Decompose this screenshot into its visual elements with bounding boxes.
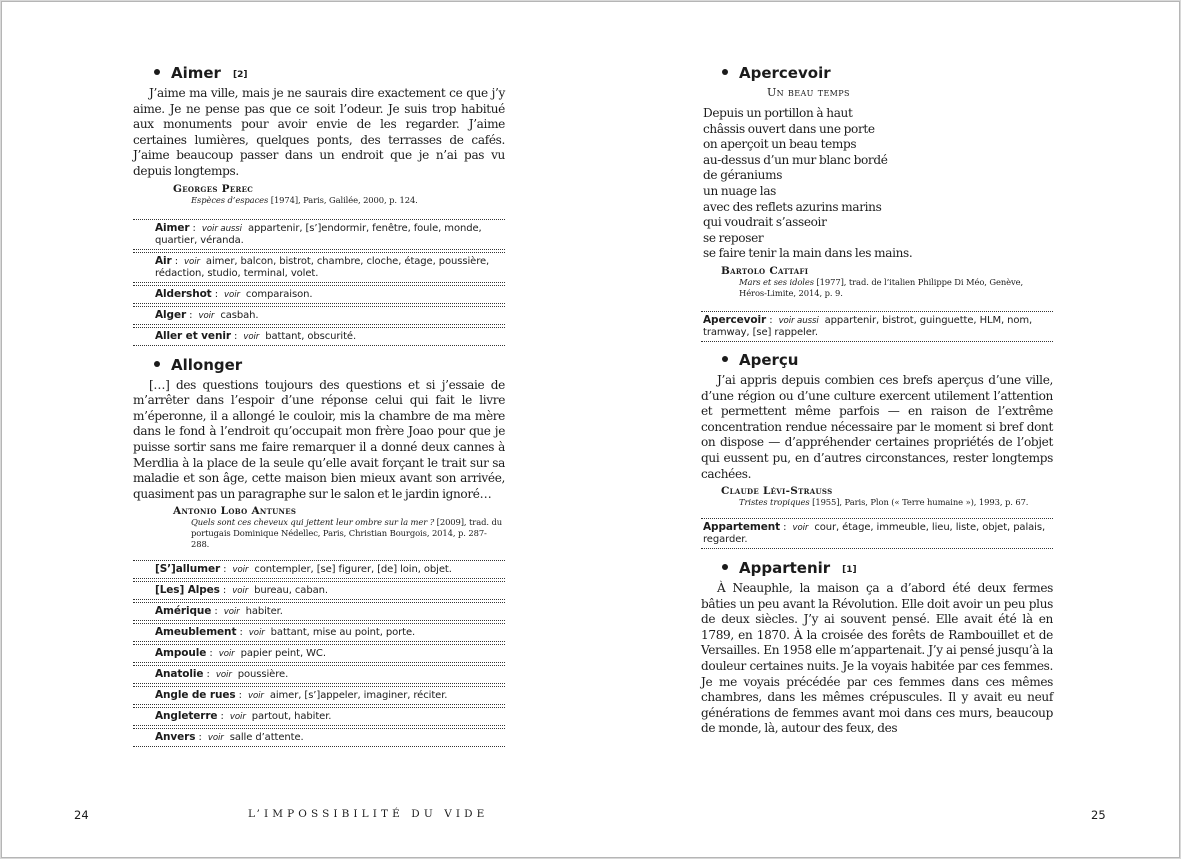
cross-reference: Amérique : voir habiter. xyxy=(133,602,505,621)
cross-reference: Alger : voir casbah. xyxy=(133,306,505,325)
poem-line: on aperçoit un beau temps xyxy=(703,137,857,152)
bullet-icon xyxy=(722,356,728,362)
poem-text xyxy=(701,106,1053,262)
xref-targets: cour, étage, immeuble, lieu, liste, objet, palais, regarder. xyxy=(703,522,1046,546)
poem-line: un nuage las xyxy=(703,183,777,198)
xref-keyword: Appartement xyxy=(703,521,781,534)
xref-voir: voir xyxy=(248,628,265,639)
citation-details: [1955], Paris, Plon (« Terre humaine »), 1993, p. 67. xyxy=(809,497,1029,508)
cross-reference-list xyxy=(701,518,1053,549)
entry-text: J’aime ma ville, mais je ne saurais dire exactement ce que j’y aime. Je ne pense pas que ce soit l’odeur. Je suis trop habitué aux monuments pour avoir envie de les regarder. J’aime certaines lumières, quelques ponts, des terrasses de cafés. J’aime beaucoup passer dans un endroit que je n’ai pas vu depuis longtemps. xyxy=(133,86,505,178)
poem-line: au-dessus d’un mur blanc bordé xyxy=(703,152,888,167)
xref-targets: bureau, caban. xyxy=(254,585,328,597)
xref-voir: voir xyxy=(218,649,235,660)
cross-reference: Apercevoir : voir aussi appartenir, bistrot, guinguette, HLM, nom, tramway, [se] rappeler. xyxy=(701,312,1053,342)
xref-targets: salle d’attente. xyxy=(229,732,304,744)
xref-voir: voir xyxy=(215,670,232,681)
right-page-column xyxy=(701,58,1053,737)
poem-line: de géraniums xyxy=(703,168,783,183)
page-number-left: 24 xyxy=(74,808,89,822)
xref-keyword: Amérique xyxy=(155,605,212,618)
cross-reference: Aldershot : voir comparaison. xyxy=(133,285,505,304)
poem-line: qui voudrait s’asseoir xyxy=(703,215,827,230)
poem-line: se reposer xyxy=(703,230,764,245)
citation xyxy=(721,485,1053,508)
cross-reference-list xyxy=(133,219,505,346)
xref-voir: voir xyxy=(792,523,809,534)
xref-keyword: Aller et venir xyxy=(155,329,231,342)
xref-targets: appartenir, [s’]endormir, fenêtre, foule, monde, quartier, véranda. xyxy=(155,222,482,246)
xref-voir: voir xyxy=(224,289,240,300)
cross-reference: Ampoule : voir papier peint, WC. xyxy=(133,644,505,663)
entry-ref: [1] xyxy=(842,565,857,576)
bullet-icon xyxy=(154,69,160,75)
entry-text: J’ai appris depuis combien ces brefs aperçus d’une ville, d’une région ou d’une culture exercent utilement l’attention et permettent même parfois — en raison de l’extrême concentration rendue nécessaire par le moment si bref dont on dispose — d’appréhender certaines propriétés de l’objet qui eussent pu, en d’autres circonstances, rester longtemps cachées. xyxy=(701,372,1053,481)
entry-heading xyxy=(133,354,505,376)
xref-keyword: Apercevoir xyxy=(703,313,767,326)
cross-reference: Aimer : voir aussi appartenir, [s’]endormir, fenêtre, foule, monde, quartier, véranda. xyxy=(133,220,505,250)
xref-voir: voir xyxy=(207,733,224,744)
xref-voir: voir xyxy=(232,565,249,576)
poem-line: se faire tenir la main dans les mains. xyxy=(703,246,913,261)
bullet-icon xyxy=(722,69,728,75)
citation xyxy=(721,265,1053,299)
citation-author: Claude Lévi-Strauss xyxy=(721,485,833,498)
xref-voir: voir xyxy=(198,310,215,321)
cross-reference: [Les] Alpes : voir bureau, caban. xyxy=(133,581,505,600)
citation xyxy=(173,183,505,206)
cross-reference: [S’]allumer : voir contempler, [se] figurer, [de] loin, objet. xyxy=(133,561,505,579)
cross-reference: Aller et venir : voir battant, obscurité. xyxy=(133,327,505,346)
xref-voir: voir xyxy=(223,607,240,618)
citation xyxy=(173,505,505,550)
cross-reference-list xyxy=(701,311,1053,342)
cross-reference: Air : voir aimer, balcon, bistrot, chambre, cloche, étage, poussière, rédaction, studio, terminal, volet. xyxy=(133,252,505,283)
xref-voir: voir xyxy=(184,256,200,267)
xref-targets: appartenir, bistrot, guinguette, HLM, nom, tramway, [se] rappeler. xyxy=(703,314,1033,338)
xref-keyword: Anatolie xyxy=(155,668,204,681)
xref-targets: habiter. xyxy=(245,606,283,618)
citation-title: Espèces d’espaces xyxy=(191,194,269,205)
xref-voir: voir xyxy=(243,331,260,342)
entry-title: Aperçu xyxy=(739,350,799,369)
left-page-column xyxy=(133,58,505,747)
xref-keyword: [Les] Alpes xyxy=(155,584,220,597)
xref-keyword: [S’]allumer xyxy=(155,563,221,576)
xref-keyword: Ampoule xyxy=(155,647,207,660)
citation-title: Quels sont ces cheveux qui jettent leur ombre sur la mer ? xyxy=(191,517,435,528)
citation-title: Tristes tropiques xyxy=(739,497,810,508)
xref-targets: contempler, [se] figurer, [de] loin, objet. xyxy=(254,564,452,576)
citation-source xyxy=(721,497,1053,508)
xref-targets: aimer, balcon, bistrot, chambre, cloche, étage, poussière, rédaction, studio, terminal, volet. xyxy=(155,255,490,279)
xref-voir: voir xyxy=(229,712,246,723)
entry-appartenir xyxy=(701,557,1053,737)
citation-details: [1977], trad. de l’italien Philippe Di Méo, Genève, Héros-Limite, 2014, p. 9. xyxy=(739,276,1024,298)
cross-reference: Appartement : voir cour, étage, immeuble, lieu, liste, objet, palais, regarder. xyxy=(701,519,1053,549)
cross-reference: Angleterre : voir partout, habiter. xyxy=(133,707,505,726)
entry-ref: [2] xyxy=(232,70,248,80)
xref-targets: battant, obscurité. xyxy=(265,330,357,342)
book-spread xyxy=(1,1,1180,858)
cross-reference: Ameublement : voir battant, mise au point, porte. xyxy=(133,623,505,642)
entry-apercu xyxy=(701,349,1053,549)
entry-heading xyxy=(701,557,1053,579)
entry-heading xyxy=(701,62,1053,84)
bullet-icon xyxy=(154,361,160,367)
entry-title: Aimer xyxy=(171,64,221,82)
cross-reference-list xyxy=(133,560,505,747)
xref-keyword: Aldershot xyxy=(155,287,212,300)
citation-details: [2009], trad. du portugais Dominique Nédellec, Paris, Christian Bourgois, 2014, p. 287-288. xyxy=(191,517,503,550)
poem-line: châssis ouvert dans une porte xyxy=(703,121,875,136)
cross-reference: Anvers : voir salle d’attente. xyxy=(133,728,505,747)
xref-keyword: Aimer xyxy=(155,221,190,234)
entry-title: Allonger xyxy=(171,355,243,374)
xref-targets: partout, habiter. xyxy=(251,711,332,723)
citation-source xyxy=(173,517,505,550)
running-title: L’IMPOSSIBILITÉ DU VIDE xyxy=(248,808,489,820)
citation-author: Antonio Lobo Antunes xyxy=(173,505,297,518)
page-number-right: 25 xyxy=(1091,808,1106,822)
xref-voir: voir aussi xyxy=(778,315,819,326)
citation-source xyxy=(173,195,505,206)
entry-aimer xyxy=(133,62,505,346)
xref-targets: papier peint, WC. xyxy=(240,648,326,660)
entry-apercevoir xyxy=(701,62,1053,342)
xref-targets: poussière. xyxy=(237,669,289,681)
entry-heading xyxy=(701,349,1053,371)
entry-text: À Neauphle, la maison ça a d’abord été deux fermes bâties un peu avant la Révolution. Elle doit avoir un peu plus de deux siècles. J’y ai souvent pensé. Elle avait été là en 1789, en 1870. À la croisée des forêts de Rambouillet et de Versailles. En 1958 elle m’appartenait. J’y ai pensé jusqu’à la douleur certaines nuits. Je la voyais habitée par ces femmes. Je me voyais précédée par ces femmes dans ces mêmes chambres, dans les mêmes crépuscules. Il y avait eu neuf générations de femmes avant moi dans ces murs, beaucoup de monde, là, autour des feux, des xyxy=(701,581,1053,736)
xref-keyword: Angleterre xyxy=(155,710,218,723)
entry-title: Apercevoir xyxy=(739,64,831,82)
bullet-icon xyxy=(722,564,728,570)
entry-title: Appartenir xyxy=(739,559,831,578)
xref-targets: comparaison. xyxy=(245,288,313,300)
xref-voir: voir xyxy=(247,691,264,702)
citation-title: Mars et ses idoles xyxy=(739,276,814,287)
citation-author: Bartolo Cattafi xyxy=(721,264,809,277)
poem-title: Un beau temps xyxy=(767,86,850,99)
xref-keyword: Air xyxy=(155,254,172,267)
entry-allonger xyxy=(133,354,505,748)
xref-voir: voir aussi xyxy=(201,223,242,234)
citation-details: [1974], Paris, Galilée, 2000, p. 124. xyxy=(268,194,418,205)
xref-keyword: Angle de rues xyxy=(155,689,236,702)
xref-targets: casbah. xyxy=(220,309,259,321)
xref-keyword: Ameublement xyxy=(155,626,237,639)
xref-targets: battant, mise au point, porte. xyxy=(270,627,416,639)
cross-reference: Angle de rues : voir aimer, [s’]appeler, imaginer, réciter. xyxy=(133,686,505,705)
poem-line: Depuis un portillon à haut xyxy=(703,106,853,120)
xref-voir: voir xyxy=(232,586,249,597)
xref-keyword: Anvers xyxy=(155,731,196,744)
entry-text: […] des questions toujours des questions et si j’essaie de m’arrêter dans l’espoir d’une réponse celui qui fait le livre m’éperonne, il a allongé le couloir, mis la chambre de ma mère dans le fond à l’endroit qu’occupait mon frère Joao pour que je puisse sortir sans me faire remarquer il a donné deux cannes à Merdlia à la place de la seule qu’elle avait forçant le trait sur sa maladie et son âge, cette maison bien mieux avant son arrivée, quasiment pas un paragraphe sur le salon et le jardin ignoré… xyxy=(133,377,505,501)
xref-targets: aimer, [s’]appeler, imaginer, réciter. xyxy=(269,690,448,702)
cross-reference: Anatolie : voir poussière. xyxy=(133,665,505,684)
citation-source xyxy=(721,277,1053,299)
poem-line: avec des reflets azurins marins xyxy=(703,199,882,214)
entry-heading xyxy=(133,62,505,84)
xref-keyword: Alger xyxy=(155,308,187,321)
citation-author: Georges Perec xyxy=(173,182,254,195)
